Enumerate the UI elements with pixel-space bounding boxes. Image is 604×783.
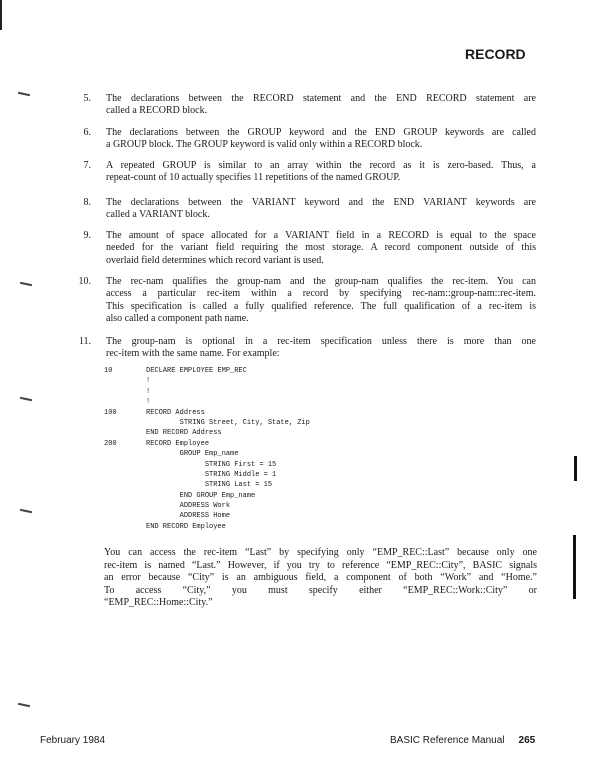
code-line: STRING Street, City, State, Zip (104, 418, 310, 427)
code-line: END RECORD Address (104, 429, 222, 438)
left-edge-line (0, 0, 2, 30)
footer-date: February 1984 (40, 735, 106, 746)
code-line: ! (104, 387, 151, 396)
code-line: 200 RECORD Employee (104, 439, 210, 448)
item-number: 7. (83, 160, 91, 171)
code-line: ! (104, 398, 151, 407)
text-line: needed for the variant field requiring the most storage. A record component outside of this (106, 242, 536, 254)
change-bar (573, 535, 576, 599)
text-line: To access “City,” you must specify either “EMP_REC::Work::City” or (104, 584, 537, 596)
item-text (106, 197, 536, 222)
text-line: The declarations between the GROUP keyword and the END GROUP keywords are called (106, 127, 536, 138)
item-number: 8. (83, 197, 91, 208)
text-line: overlaid field determines which record variant is used. (106, 254, 324, 266)
change-bar (574, 456, 577, 481)
item-number: 6. (83, 127, 91, 138)
margin-tick-mark (18, 92, 30, 96)
item-number: 10. (78, 276, 91, 287)
text-line: The rec-nam qualifies the group-nam and the group-nam qualifies the rec-item. You can (106, 276, 536, 287)
item-text (106, 93, 536, 118)
code-line: STRING First = 15 (104, 460, 277, 469)
footer-manual (390, 735, 535, 746)
text-line: This specification is called a fully qualified reference. The full qualification of a rec-item is (106, 300, 536, 312)
text-line: an error because “City” is an ambiguous field, a component of both “Work” and “Home.” (104, 572, 537, 584)
text-line: also called a component path name. (106, 313, 249, 325)
page-header-title: RECORD (465, 46, 526, 62)
item-number: 11. (78, 336, 91, 347)
footer-manual-title: BASIC Reference Manual (390, 735, 505, 746)
text-line: “EMP_REC::Home::City.” (104, 597, 213, 609)
text-line: The declarations between the VARIANT keyword and the END VARIANT keywords are (106, 197, 536, 208)
text-line: a GROUP block. The GROUP keyword is valid only within a RECORD block. (106, 139, 423, 151)
code-line: END GROUP Emp_name (104, 491, 256, 500)
text-line: You can access the rec-item “Last” by specifying only “EMP_REC::Last” because only one (104, 547, 537, 558)
code-line: STRING Middle = 1 (104, 470, 277, 479)
text-line: rec-item is named “Last.” However, if you try to reference “EMP_REC::City”, BASIC signals (104, 559, 537, 571)
code-line: GROUP Emp_name (104, 450, 239, 459)
text-line: The declarations between the RECORD statement and the END RECORD statement are (106, 93, 536, 104)
item-text (106, 160, 536, 185)
text-line: The amount of space allocated for a VARIANT field in a RECORD is equal to the space (106, 230, 536, 241)
text-line: called a RECORD block. (106, 105, 208, 117)
text-line: A repeated GROUP is similar to an array within the record as it is zero-based. Thus, a (106, 160, 536, 171)
item-text (106, 276, 536, 326)
page-number: 265 (518, 735, 536, 746)
code-line: STRING Last = 15 (104, 481, 273, 490)
item-text (106, 336, 536, 361)
code-line: 10 DECLARE EMPLOYEE EMP_REC (104, 367, 247, 375)
code-line: 100 RECORD Address (104, 408, 205, 417)
item-number: 5. (83, 93, 91, 104)
code-line: ADDRESS Home (104, 512, 231, 521)
margin-tick-mark (18, 703, 30, 707)
code-line: ADDRESS Work (104, 502, 231, 511)
item-number: 9. (83, 230, 91, 241)
text-line: repeat-count of 10 actually specifies 11 repetitions of the named GROUP. (106, 172, 401, 184)
code-line: END RECORD Employee (104, 522, 226, 531)
item-text (106, 230, 536, 267)
text-line: The group-nam is optional in a rec-item specification unless there is more than one (106, 336, 536, 347)
margin-tick-mark (20, 282, 32, 286)
margin-tick-mark (20, 509, 32, 513)
item-text (106, 127, 536, 152)
margin-tick-mark (20, 397, 32, 401)
explanation-paragraph (104, 547, 537, 610)
text-line: access a particular rec-item within a record by specifying rec-nam::group-nam::rec-item. (106, 288, 536, 300)
code-line: ! (104, 377, 151, 386)
text-line: called a VARIANT block. (106, 209, 210, 221)
code-example (104, 366, 524, 532)
text-line: rec-item with the same name. For example: (106, 348, 280, 360)
